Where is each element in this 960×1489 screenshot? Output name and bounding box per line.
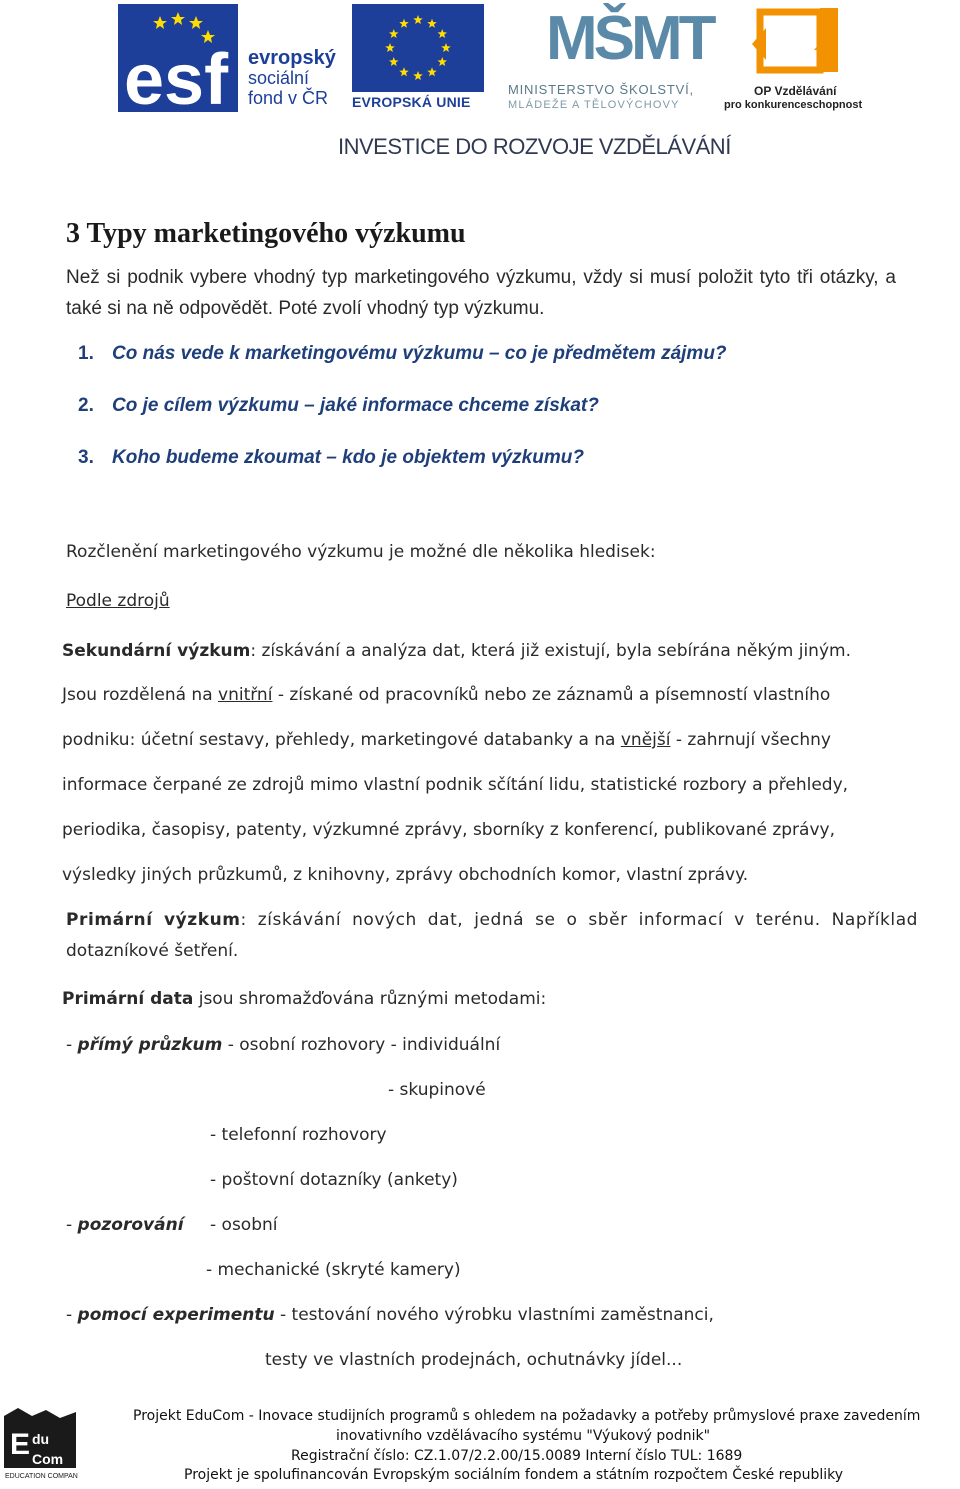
svg-text:du: du bbox=[32, 1431, 50, 1447]
eu-logo bbox=[352, 4, 484, 112]
method-pozorovani: - pozorování bbox=[66, 1215, 184, 1235]
footer-line4: Projekt je spolufinancován Evropským sociálním fondem a státním rozpočtem České republiky bbox=[184, 1467, 844, 1483]
op-logo bbox=[720, 4, 870, 112]
msmt-line2: MLÁDEŽE A TĚLOVÝCHOVY bbox=[508, 99, 680, 111]
esf-mark-icon bbox=[118, 4, 238, 112]
question-item: 1. Co nás vede k marketingovému výzkumu – co je předmětem zájmu? bbox=[78, 343, 727, 364]
esf-wordmark: evropský sociální fond v ČR bbox=[248, 47, 336, 108]
primarni-vyzkum-line1: Primární výzkum: získávání nových dat, jedná se o sběr informací v terénu. Například bbox=[66, 910, 919, 930]
svg-text:Com: Com bbox=[32, 1451, 64, 1467]
eu-label: EVROPSKÁ UNIE bbox=[352, 94, 471, 110]
footer-line3: Registrační číslo: CZ.1.07/2.2.00/15.0089 Interní číslo TUL: 1689 bbox=[291, 1448, 743, 1464]
educom-mark-icon bbox=[4, 1408, 78, 1480]
investice-heading: INVESTICE DO ROZVOJE VZDĚLÁVÁNÍ bbox=[338, 134, 731, 159]
sekundarni-line6: výsledky jiných průzkumů, z knihovny, zprávy obchodních komor, vlastní zprávy. bbox=[62, 865, 749, 885]
svg-text:EDUCATION COMPANY: EDUCATION COMPANY bbox=[5, 1473, 78, 1480]
sekundarni-line5: periodika, časopisy, patenty, výzkumné zprávy, sborníky z konferencí, publikované zprávy, bbox=[62, 820, 835, 840]
rozcleneni-text: Rozčlenění marketingového výzkumu je možné dle několika hledisek: bbox=[66, 542, 656, 562]
method-testy: testy ve vlastních prodejnách, ochutnávky jídel... bbox=[265, 1350, 683, 1370]
esf-logo bbox=[118, 4, 343, 112]
op-line1: OP Vzdělávání bbox=[754, 84, 837, 98]
svg-text:2007-13: 2007-13 bbox=[842, 12, 852, 46]
intro-paragraph: Než si podnik vybere vhodný typ marketingového výzkumu, vždy si musí položit tyto tři otázky, a také si na ně odpovědět. Poté zvolí vhodný typ výzkumu. bbox=[66, 267, 896, 319]
sekundarni-line4: informace čerpané ze zdrojů mimo vlastní podnik sčítání lidu, statistické rozbory a přehledy, bbox=[62, 775, 849, 795]
svg-text:esf: esf bbox=[124, 40, 229, 112]
method-postovni: - poštovní dotazníky (ankety) bbox=[210, 1170, 458, 1190]
question-item: 2. Co je cílem výzkumu – jaké informace chceme získat? bbox=[78, 395, 599, 416]
podle-zdroju-heading: Podle zdrojů bbox=[66, 591, 170, 611]
op-line2: pro konkurenceschopnost bbox=[724, 99, 863, 111]
method-mechanicke: - mechanické (skryté kamery) bbox=[206, 1260, 461, 1280]
sekundarni-line2: Jsou rozdělená na vnitřní - získané od pracovníků nebo ze záznamů a písemností vlastního bbox=[62, 685, 831, 705]
msmt-logo bbox=[508, 4, 718, 112]
footer-line2: inovativního vzdělávacího systému "Výukový podnik" bbox=[336, 1428, 711, 1444]
method-experiment: - pomocí experimentu - testování nového výrobku vlastními zaměstnanci, bbox=[66, 1305, 714, 1325]
footer-line1: Projekt EduCom - Inovace studijních programů s ohledem na požadavky a potřeby průmyslové praxe zavedením bbox=[133, 1408, 921, 1424]
msmt-mark-icon: MŠMT bbox=[546, 4, 713, 73]
primarni-vyzkum-line2: dotazníkové šetření. bbox=[66, 941, 239, 961]
msmt-line1: MINISTERSTVO ŠKOLSTVÍ, bbox=[508, 82, 694, 97]
eu-flag-icon bbox=[352, 4, 484, 92]
method-skupinove: - skupinové bbox=[388, 1080, 486, 1100]
sekundarni-line1: Sekundární výzkum: získávání a analýza dat, která již existují, byla sebírána někým jiným. bbox=[62, 641, 851, 661]
sekundarni-line3: podniku: účetní sestavy, přehledy, marketingové databanky a na vnější - zahrnují všechny bbox=[62, 730, 831, 750]
page-title: 3 Typy marketingového výzkumu bbox=[66, 218, 466, 249]
method-osobni: - osobní bbox=[210, 1215, 278, 1235]
op-mark-icon bbox=[720, 4, 870, 84]
method-primy-pruzkum: - přímý průzkum - osobní rozhovory - individuální bbox=[66, 1035, 501, 1055]
svg-text:E: E bbox=[10, 1428, 31, 1461]
educom-logo bbox=[4, 1408, 78, 1480]
primarni-data-line: Primární data jsou shromažďována různými metodami: bbox=[62, 989, 547, 1009]
question-item: 3. Koho budeme zkoumat – kdo je objektem výzkumu? bbox=[78, 447, 584, 468]
method-telefonni: - telefonní rozhovory bbox=[210, 1125, 387, 1145]
